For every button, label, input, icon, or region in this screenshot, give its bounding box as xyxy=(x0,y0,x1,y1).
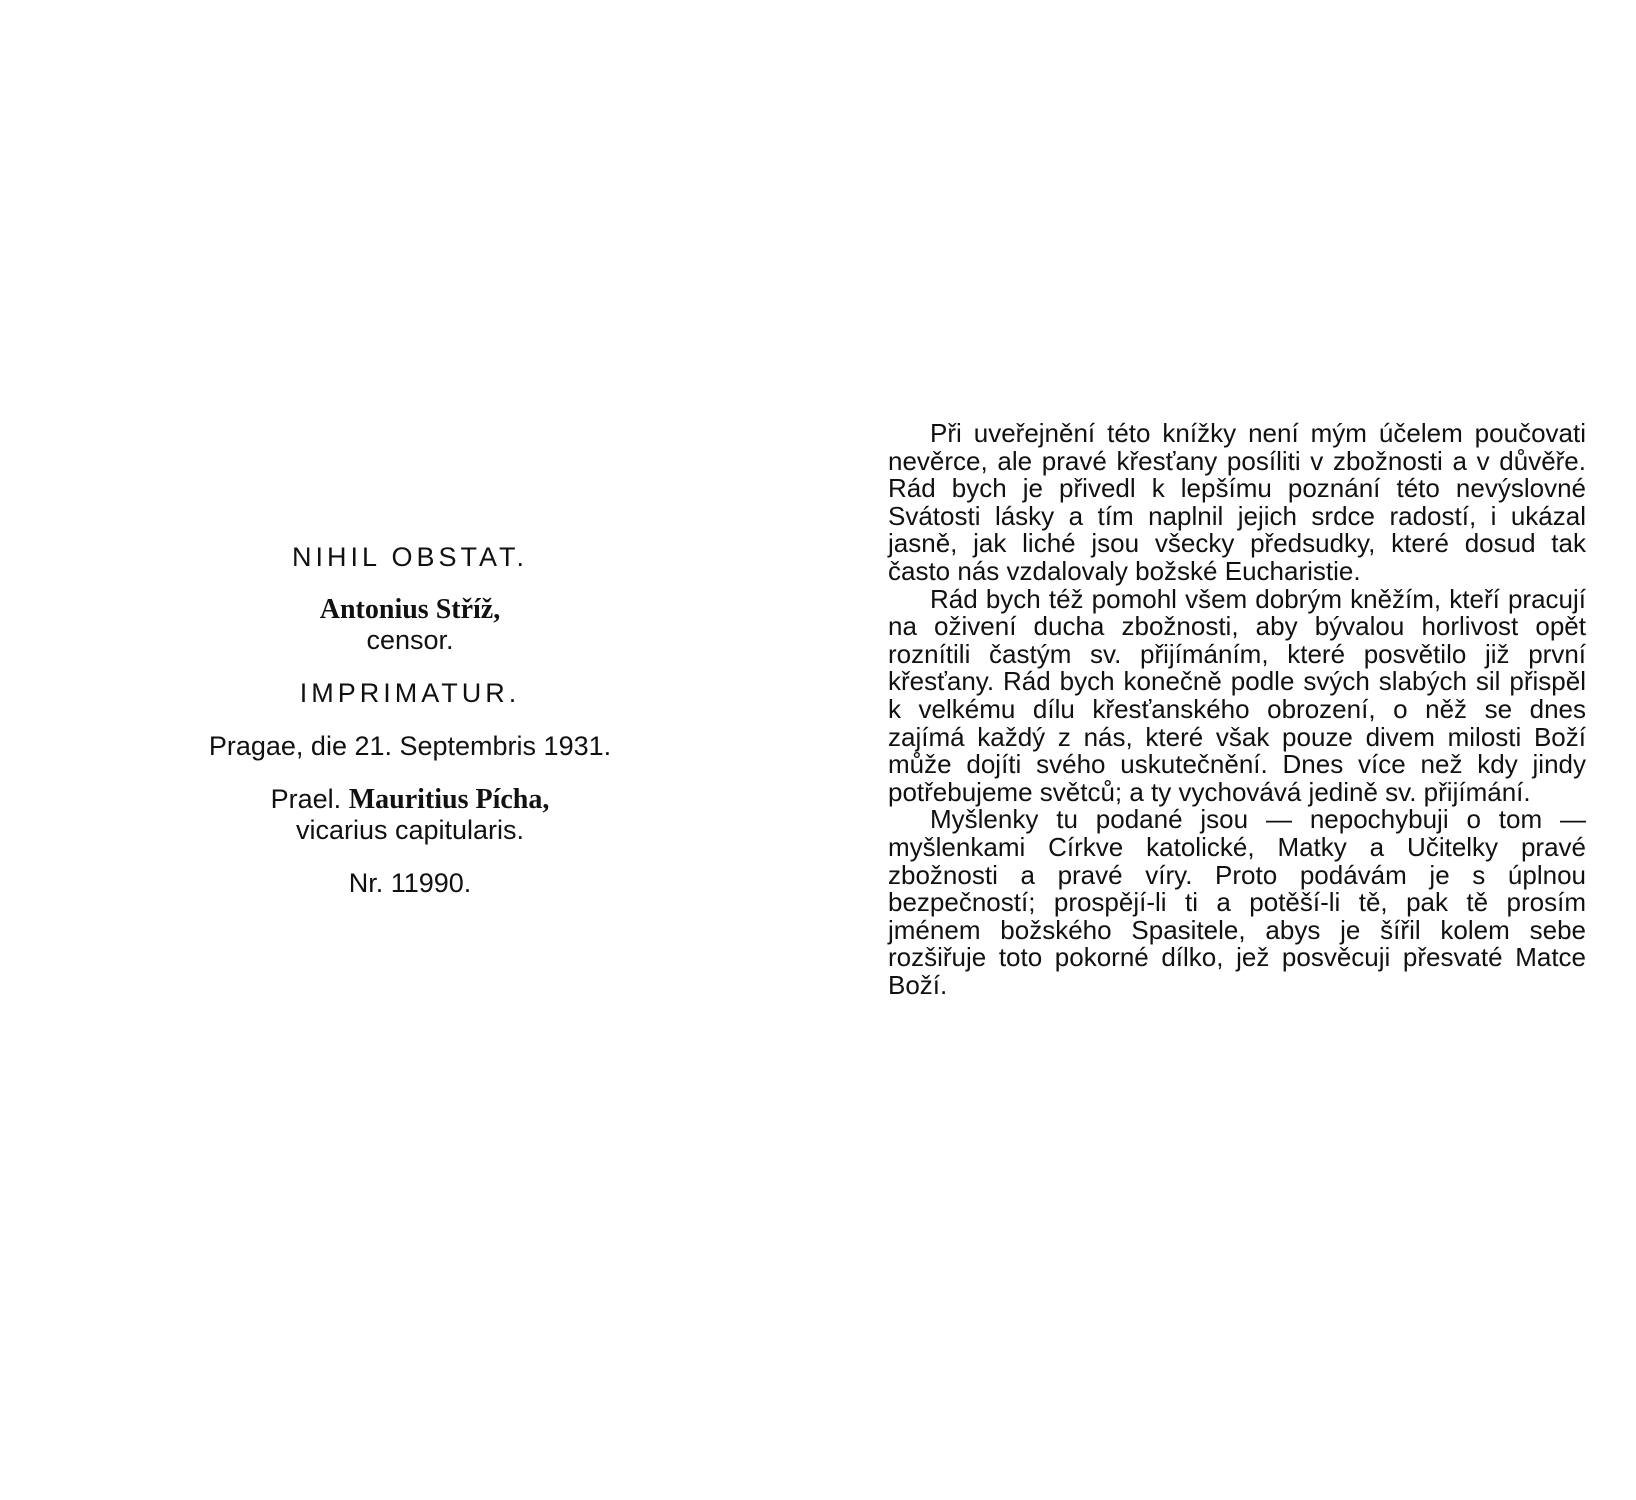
preface-text xyxy=(888,420,1586,999)
preface-paragraph-3: Myšlenky tu podané jsou — nepochybuji o tom — myšlenkami Církve katolické, Matky a Učitelky pravé zbožnosti a pravé víry. Proto podávám je s úplnou bezpečností; prospějí-li ti a potěší-li tě, pak tě prosím jménem božského Spasitele, abys je šířil kolem sebe rozšiřuje toto pokorné dílko, jež posvěcuji přesvaté Matce Boží. xyxy=(888,804,1586,1000)
vicar-name-line xyxy=(160,784,660,815)
place-date: Pragae, die 21. Septembris 1931. xyxy=(208,731,612,761)
vicar-signature xyxy=(160,784,660,845)
vicar-title: vicarius capitularis. xyxy=(295,815,525,845)
approbation-number: Nr. 11990. xyxy=(348,868,472,898)
preface-paragraph-1: Při uveřejnění této knížky není mým účelem poučovati nevěrce, ale pravé křesťany posíliti v zbožnosti a v důvěře. Rád bych je přivedl k lepšímu poznání této nevýslovné Svátosti lásky a tím naplnil jejich srdce radostí, i ukázal jasně, jak liché jsou všecky předsudky, které dosud tak často nás vzdalovaly božské Eucharistie. xyxy=(888,418,1586,586)
censor-title: censor. xyxy=(366,625,454,655)
imprimatur-heading: IMPRIMATUR. xyxy=(299,678,521,708)
nihil-obstat-heading: NIHIL OBSTAT. xyxy=(291,542,529,572)
vicar-name: Mauritius Pícha, xyxy=(348,784,550,815)
censor-signature xyxy=(160,595,660,655)
vicar-prefix: Prael. xyxy=(270,784,342,814)
approbation-block xyxy=(160,542,660,921)
censor-name: Antonius Stříž, xyxy=(319,594,501,625)
preface-paragraph-2: Rád bych též pomohl všem dobrým kněžím, kteří pracují na oživení ducha zbožnosti, aby bývalou horlivost opět roznítili častým sv. přijímáním, které posvětilo již první křesťany. Rád bych konečně podle svých slabých sil přispěl k velkému dílu křesťanského obrození, o něž se dnes zajímá každý z nás, které však pouze divem milosti Boží může dojíti svého uskutečnění. Dnes více než kdy jindy potřebujeme světců; a ty vychovává jedině sv. přijímání. xyxy=(888,583,1586,807)
